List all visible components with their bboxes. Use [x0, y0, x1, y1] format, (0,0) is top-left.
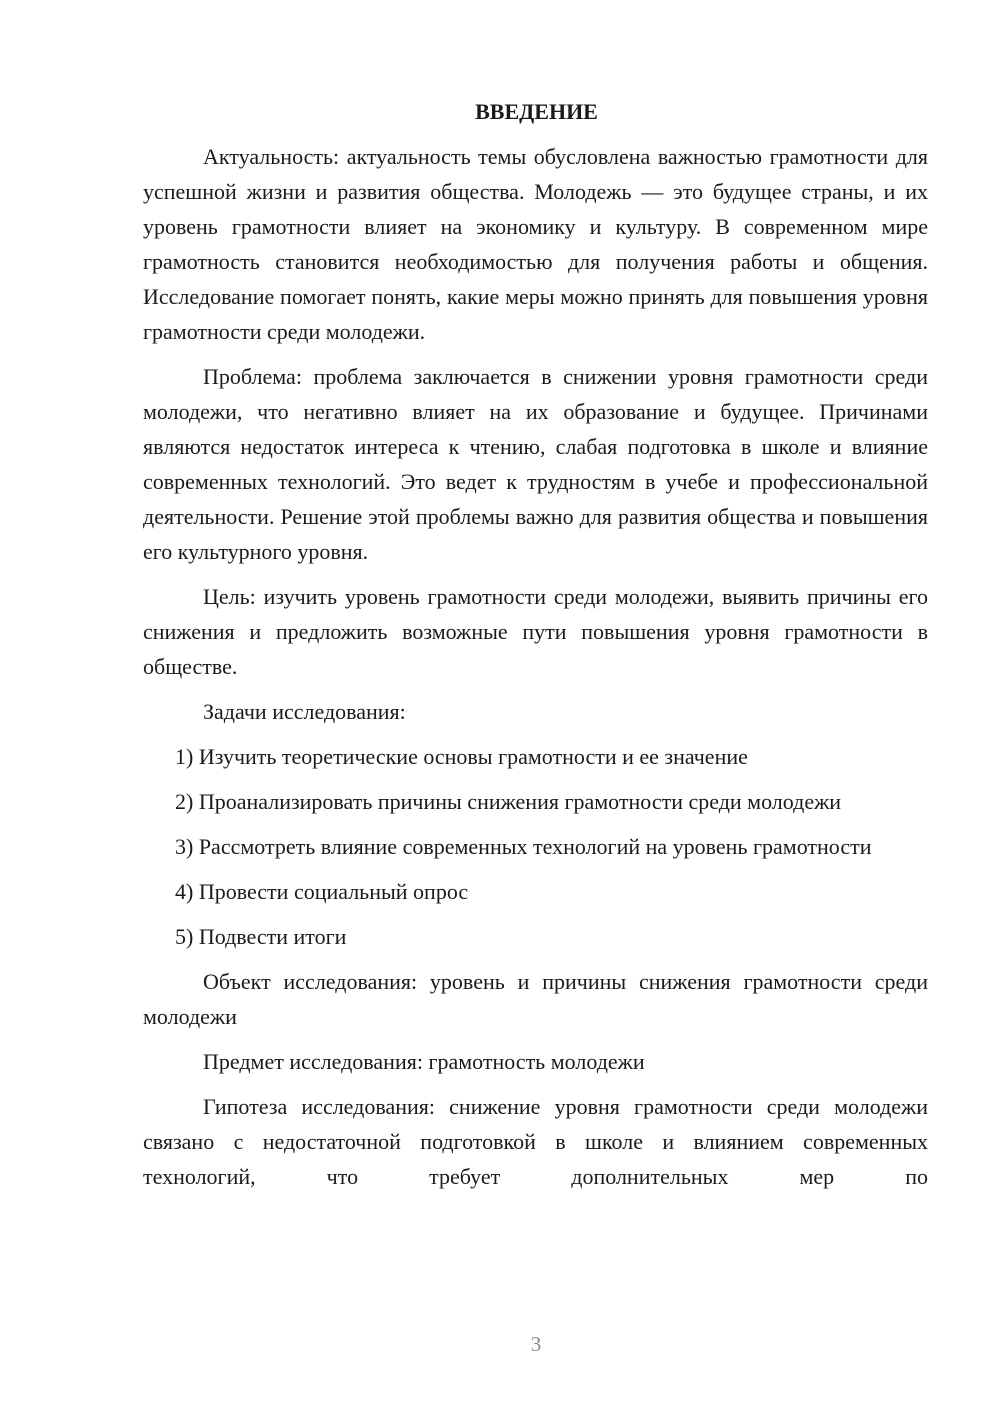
- task-item-1: 1) Изучить теоретические основы грамотности и ее значение: [175, 744, 748, 769]
- page-number: 3: [530, 1332, 542, 1356]
- paragraph-object: Объект исследования: уровень и причины снижения грамотности среди молодежи: [143, 969, 928, 1029]
- paragraph-relevance: Актуальность: актуальность темы обусловлена важностью грамотности для успешной жизни и развития общества. Молодежь — это будущее страны, и их уровень грамотности влияет на экономику и культуру. В современном мире грамотность становится необходимостью для получения работы и общения. Исследование помогает понять, какие меры можно принять для повышения уровня грамотности среди молодежи.: [143, 144, 928, 344]
- tasks-heading: Задачи исследования:: [203, 699, 406, 724]
- task-item-4: 4) Провести социальный опрос: [175, 879, 469, 904]
- paragraph-problem: Проблема: проблема заключается в снижении уровня грамотности среди молодежи, что негативно влияет на их образование и будущее. Причинами являются недостаток интереса к чтению, слабая подготовка в школе и влияние современных технологий. Это ведет к трудностям в учебе и профессиональной деятельности. Решение этой проблемы важно для развития общества и повышения его культурного уровня.: [143, 364, 928, 564]
- paragraph-hypothesis: Гипотеза исследования: снижение уровня грамотности среди молодежи связано с недостаточной подготовкой в школе и влиянием современных технологий, что требует дополнительных мер по: [143, 1094, 928, 1189]
- paragraph-goal: Цель: изучить уровень грамотности среди молодежи, выявить причины его снижения и предложить возможные пути повышения уровня грамотности в обществе.: [143, 584, 928, 679]
- document-body: [143, 94, 928, 1194]
- task-item-3: 3) Рассмотреть влияние современных технологий на уровень грамотности: [175, 834, 872, 859]
- task-item-2: 2) Проанализировать причины снижения грамотности среди молодежи: [175, 789, 842, 814]
- paragraph-subject: Предмет исследования: грамотность молодежи: [203, 1049, 645, 1074]
- page-title: ВВЕДЕНИЕ: [475, 99, 598, 124]
- task-item-5: 5) Подвести итоги: [175, 924, 347, 949]
